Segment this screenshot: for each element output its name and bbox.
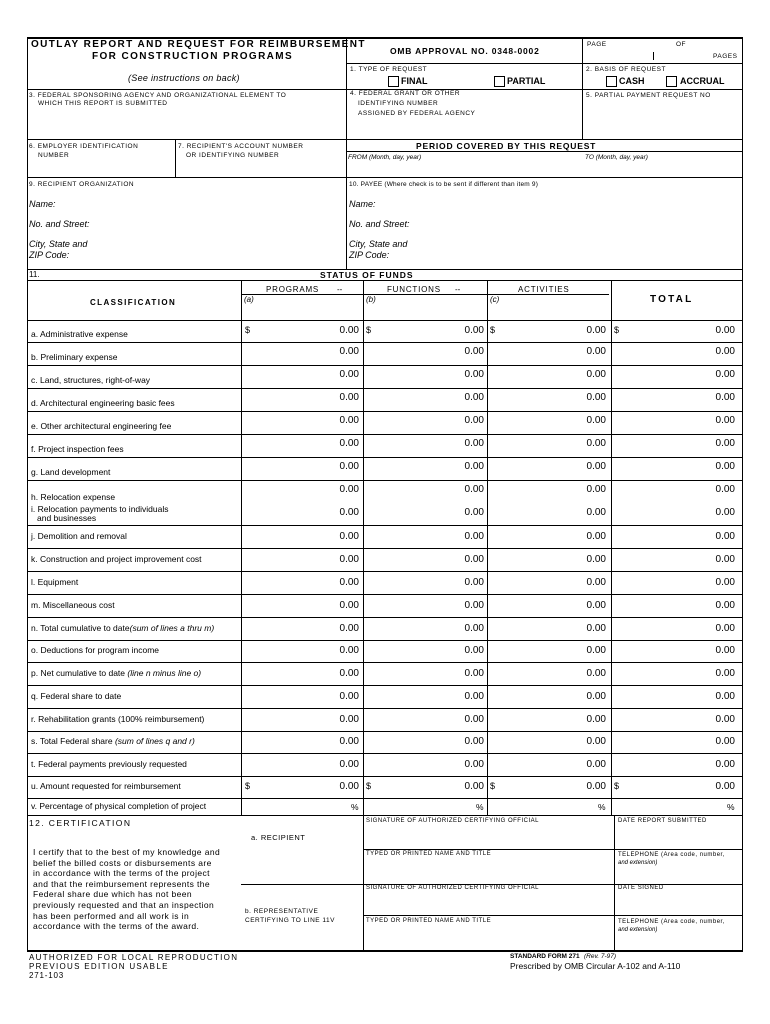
accrual-label: ACCRUAL	[680, 76, 725, 86]
certification-text-line: accordance with the terms of the award.	[33, 921, 200, 932]
row-divider	[27, 617, 743, 618]
amount-t[interactable]: 0.00	[715, 622, 735, 634]
row-divider	[27, 571, 743, 572]
recipient-telephone-label-2: and extension)	[618, 860, 658, 866]
amount-a[interactable]: 0.00	[339, 781, 359, 792]
row-label	[31, 577, 78, 587]
amount-a[interactable]: 0.00	[339, 736, 359, 747]
amount-t[interactable]: 0.00	[715, 507, 735, 518]
federal-agency-label: 3. FEDERAL SPONSORING AGENCY AND ORGANIZATIONAL ELEMENT TO	[29, 92, 287, 99]
amount-a[interactable]: 0.00	[339, 690, 359, 702]
percent-sign: %	[598, 801, 606, 812]
representative-label-2: CERTIFYING TO LINE 11V	[245, 917, 335, 924]
amount-a[interactable]: 0.00	[339, 667, 359, 679]
amount-a[interactable]: 0.00	[339, 622, 359, 634]
row-label	[31, 352, 117, 362]
row-label-formula: (sum of lines a thru m)	[129, 622, 215, 633]
programs-header: PROGRAMS	[266, 285, 320, 294]
row-divider	[27, 525, 743, 526]
row-divider	[27, 776, 743, 777]
row-label-text: a. Administrative expense	[31, 329, 128, 339]
period-covered-heading: PERIOD COVERED BY THIS REQUEST	[416, 141, 597, 151]
row-label-text: o. Deductions for program income	[31, 645, 160, 655]
omb-approval: OMB APPROVAL NO. 0348-0002	[390, 46, 540, 56]
date-signed-label: DATE SIGNED	[618, 885, 664, 891]
certification-text-line: in accordance with the terms of the project	[33, 868, 210, 879]
amount-b[interactable]: 0.00	[464, 576, 484, 588]
currency-sign: $	[245, 325, 251, 335]
amount-t[interactable]: 0.00	[715, 576, 735, 588]
page-label: PAGE	[587, 41, 607, 48]
rep-telephone-label: TELEPHONE (Area code, number,	[618, 919, 725, 925]
row-label-text: r. Rehabilitation grants (100% reimbursement)	[31, 713, 205, 724]
row-label	[31, 492, 115, 502]
type-of-request-label: 1. TYPE OF REQUEST	[350, 66, 428, 73]
certification-text-line: previously requested and that an inspection	[33, 900, 215, 910]
of-label: OF	[676, 41, 687, 48]
amount-a[interactable]: 0.00	[339, 484, 359, 495]
currency-sign: $	[366, 781, 372, 791]
amount-t[interactable]: 0.00	[715, 438, 735, 449]
recipient-name-label: Name:	[29, 199, 56, 209]
amount-t[interactable]: 0.00	[715, 758, 735, 770]
amount-b[interactable]: 0.00	[464, 622, 484, 634]
amount-b[interactable]: 0.00	[464, 346, 484, 357]
employer-id-label: 6. EMPLOYER IDENTIFICATION	[29, 143, 139, 150]
row-divider	[27, 753, 743, 754]
date-submitted-label: DATE REPORT SUBMITTED	[618, 818, 707, 824]
row-label-text: l. Equipment	[31, 576, 79, 587]
amount-t[interactable]: 0.00	[715, 484, 735, 495]
status-header-line	[27, 320, 743, 321]
status-item-number: 11.	[29, 270, 40, 279]
amount-c[interactable]: 0.00	[586, 758, 606, 770]
prescribed-by: Prescribed by OMB Circular A-102 and A-110	[510, 961, 681, 971]
row-label-formula: (line n minus line o)	[127, 667, 202, 678]
amount-t[interactable]: 0.00	[715, 667, 735, 679]
amount-t[interactable]: 0.00	[715, 599, 735, 611]
currency-sign: $	[245, 781, 251, 791]
instructions-note: (See instructions on back)	[128, 73, 240, 83]
footer-form-number: 271-103	[29, 971, 64, 980]
amount-b[interactable]: 0.00	[464, 645, 484, 656]
footer-edition: PREVIOUS EDITION USABLE	[29, 962, 169, 971]
recipient-telephone-label: TELEPHONE (Area code, number,	[618, 852, 725, 858]
final-checkbox[interactable]	[388, 76, 399, 87]
amount-a[interactable]: 0.00	[339, 553, 359, 565]
row-divider	[27, 798, 743, 799]
amount-c[interactable]: 0.00	[586, 507, 606, 518]
amount-a[interactable]: 0.00	[339, 438, 359, 449]
amount-b[interactable]: 0.00	[464, 758, 484, 770]
amount-t[interactable]: 0.00	[715, 781, 735, 792]
payee-street-label: No. and Street:	[349, 219, 410, 229]
row-label-text: p. Net cumulative to date	[31, 667, 128, 678]
recipient-label: a. RECIPIENT	[251, 833, 306, 842]
amount-t[interactable]: 0.00	[715, 736, 735, 747]
row-divider	[27, 685, 743, 686]
amount-b[interactable]: 0.00	[464, 461, 484, 472]
amount-c[interactable]: 0.00	[586, 392, 606, 403]
payee-zip-label: ZIP Code:	[349, 250, 390, 260]
certification-heading: 12. CERTIFICATION	[29, 818, 132, 828]
status-of-funds-heading: STATUS OF FUNDS	[320, 270, 414, 280]
row-label-text: f. Project inspection fees	[31, 444, 124, 454]
status-bottom-line	[27, 815, 743, 816]
form-subtitle: FOR CONSTRUCTION PROGRAMS	[92, 51, 294, 62]
functions-header: FUNCTIONS	[387, 285, 441, 294]
partial-payment-label: 5. PARTIAL PAYMENT REQUEST NO	[586, 92, 711, 99]
row-label	[31, 714, 204, 724]
row-label	[31, 329, 128, 339]
row-label-text: t. Federal payments previously requested	[31, 758, 187, 769]
row-divider	[27, 480, 743, 481]
row-label-text: b. Preliminary expense	[31, 352, 118, 362]
payee-city-label: City, State and	[349, 239, 408, 249]
amount-c[interactable]: 0.00	[586, 781, 606, 792]
recipient-city-label: City, State and	[29, 239, 88, 249]
row-divider	[27, 731, 743, 732]
header-dash-2: --	[455, 285, 461, 294]
bottom-border	[27, 950, 743, 952]
row-label	[31, 623, 214, 633]
amount-c[interactable]: 0.00	[586, 530, 606, 542]
amount-b[interactable]: 0.00	[464, 392, 484, 403]
currency-sign: $	[366, 325, 372, 335]
recipient-zip-label: ZIP Code:	[29, 250, 70, 260]
classification-header: CLASSIFICATION	[90, 298, 177, 307]
row-label-text: g. Land development	[31, 467, 111, 477]
amount-a[interactable]: 0.00	[339, 325, 359, 336]
amount-a[interactable]: 0.00	[339, 346, 359, 357]
row-label-text: u. Amount requested for reimbursement	[31, 781, 181, 791]
amount-t[interactable]: 0.00	[715, 645, 735, 656]
row-label	[31, 554, 202, 564]
col-b-label: (b)	[366, 295, 376, 304]
recipient-account-label: 7. RECIPIENT'S ACCOUNT NUMBER	[178, 143, 304, 150]
amount-c[interactable]: 0.00	[586, 438, 606, 449]
row-label-text: s. Total Federal share	[31, 736, 115, 746]
recipient-org-label: 9. RECIPIENT ORGANIZATION	[29, 181, 135, 188]
amount-t[interactable]: 0.00	[715, 553, 735, 565]
row-label-text: e. Other architectural engineering fee	[31, 421, 172, 431]
row-divider	[27, 388, 743, 389]
row-label	[31, 668, 201, 678]
row-label-text: m. Miscellaneous cost	[31, 599, 115, 610]
amount-c[interactable]: 0.00	[586, 645, 606, 656]
partial-checkbox[interactable]	[494, 76, 505, 87]
grant-number-label: 4. FEDERAL GRANT OR OTHER	[350, 90, 461, 97]
certification-text-line: has been performed and all work is in	[33, 910, 190, 921]
col-a-label: (a)	[244, 295, 254, 304]
pages-label: PAGES	[713, 53, 738, 60]
page-separator	[653, 52, 654, 60]
row-label	[31, 645, 159, 655]
recipient-street-label: No. and Street:	[29, 219, 90, 229]
row-label-text: v. Percentage of physical completion of project	[31, 800, 207, 811]
rep-typed-name-label: TYPED OR PRINTED NAME AND TITLE	[366, 918, 492, 924]
row-label	[31, 759, 187, 769]
row-label-text: d. Architectural engineering basic fees	[31, 398, 175, 408]
amount-b[interactable]: 0.00	[464, 325, 484, 336]
amount-t[interactable]: 0.00	[715, 392, 735, 403]
amount-a[interactable]: 0.00	[339, 599, 359, 611]
amount-c[interactable]: 0.00	[586, 484, 606, 495]
rep-signature-label: SIGNATURE OF AUTHORIZED CERTIFYING OFFICIAL	[366, 885, 539, 891]
form-title: OUTLAY REPORT AND REQUEST FOR REIMBURSEMENT	[31, 39, 366, 50]
amount-a[interactable]: 0.00	[339, 530, 359, 542]
amount-a[interactable]: 0.00	[339, 758, 359, 770]
accrual-checkbox[interactable]	[666, 76, 677, 87]
currency-sign: $	[490, 325, 496, 335]
employer-id-label-2: NUMBER	[38, 152, 70, 159]
amount-b[interactable]: 0.00	[464, 507, 484, 518]
amount-b[interactable]: 0.00	[464, 690, 484, 702]
row-label	[31, 781, 181, 791]
amount-t[interactable]: 0.00	[715, 461, 735, 472]
row-label-text: h. Relocation expense	[31, 492, 116, 502]
currency-sign: $	[614, 781, 620, 791]
right-border	[742, 37, 743, 951]
row-divider	[27, 708, 743, 709]
row-divider	[27, 662, 743, 663]
currency-sign: $	[490, 781, 496, 791]
federal-agency-label-2: WHICH THIS REPORT IS SUBMITTED	[38, 100, 168, 107]
cash-checkbox[interactable]	[606, 76, 617, 87]
amount-c[interactable]: 0.00	[586, 690, 606, 702]
header-dash-1: --	[337, 285, 343, 294]
amount-c[interactable]: 0.00	[586, 599, 606, 611]
row-label-text: n. Total cumulative to date	[31, 622, 130, 633]
amount-b[interactable]: 0.00	[464, 484, 484, 495]
amount-c[interactable]: 0.00	[586, 576, 606, 588]
certification-text-line: Federal share due which has not been	[33, 889, 192, 900]
row-label	[31, 600, 115, 610]
payee-label: 10. PAYEE (Where check is to be sent if different than item 9)	[349, 181, 539, 188]
row-divider	[27, 640, 743, 641]
amount-b[interactable]: 0.00	[464, 713, 484, 725]
certification-text-line: and that the reimbursement represents the	[33, 878, 211, 889]
left-border	[27, 37, 28, 951]
row-divider	[27, 365, 743, 366]
row-label	[31, 444, 124, 454]
percent-sign: %	[351, 801, 359, 812]
amount-a[interactable]: 0.00	[339, 415, 359, 426]
amount-c[interactable]: 0.00	[586, 346, 606, 357]
amount-a[interactable]: 0.00	[339, 507, 359, 518]
percent-sign: %	[727, 801, 735, 812]
row-label	[31, 801, 206, 811]
amount-a[interactable]: 0.00	[339, 392, 359, 403]
row-divider	[27, 457, 743, 458]
row-label	[31, 736, 195, 746]
row-label-continued: and businesses	[37, 513, 97, 523]
currency-sign: $	[614, 325, 620, 335]
row-label	[31, 531, 127, 541]
row-label-formula: (sum of lines q and r)	[114, 736, 195, 746]
recipient-typed-name-label: TYPED OR PRINTED NAME AND TITLE	[366, 851, 492, 857]
amount-a[interactable]: 0.00	[339, 461, 359, 472]
row-label-text: c. Land, structures, right-of-way	[31, 375, 151, 385]
amount-b[interactable]: 0.00	[464, 369, 484, 380]
amount-a[interactable]: 0.00	[339, 369, 359, 380]
recipient-signature-label: SIGNATURE OF AUTHORIZED CERTIFYING OFFICIAL	[366, 818, 539, 824]
row-divider	[27, 411, 743, 412]
certification-text-line: I certify that to the best of my knowledge and	[33, 847, 221, 857]
row-label	[31, 375, 150, 385]
amount-t[interactable]: 0.00	[715, 690, 735, 702]
percent-sign: %	[476, 801, 484, 812]
col-c-label: (c)	[490, 295, 500, 304]
amount-c[interactable]: 0.00	[586, 325, 606, 336]
row-label	[31, 398, 175, 408]
amount-a[interactable]: 0.00	[339, 645, 359, 656]
payee-name-label: Name:	[349, 199, 376, 209]
amount-b[interactable]: 0.00	[464, 553, 484, 565]
row-label	[31, 421, 171, 431]
row-label-text: k. Construction and project improvement cost	[31, 553, 202, 564]
recipient-account-label-2: OR IDENTIFYING NUMBER	[186, 152, 280, 159]
certification-text-line: belief the billed costs or disbursements are	[33, 857, 212, 868]
rep-telephone-label-2: and extension)	[618, 927, 658, 933]
amount-c[interactable]: 0.00	[586, 369, 606, 380]
amount-b[interactable]: 0.00	[464, 667, 484, 679]
amount-c[interactable]: 0.00	[586, 736, 606, 747]
amount-t[interactable]: 0.00	[715, 346, 735, 357]
amount-a[interactable]: 0.00	[339, 576, 359, 588]
row-divider	[27, 594, 743, 595]
amount-b[interactable]: 0.00	[464, 781, 484, 792]
amount-b[interactable]: 0.00	[464, 415, 484, 426]
amount-b[interactable]: 0.00	[464, 736, 484, 747]
representative-label: b. REPRESENTATIVE	[245, 908, 319, 915]
period-from-label: FROM (Month, day, year)	[348, 154, 422, 161]
amount-b[interactable]: 0.00	[464, 530, 484, 542]
amount-c[interactable]: 0.00	[586, 553, 606, 565]
total-header: TOTAL	[650, 294, 694, 305]
grant-number-label-3: ASSIGNED BY FEDERAL AGENCY	[358, 110, 476, 117]
amount-b[interactable]: 0.00	[464, 599, 484, 611]
period-to-label: TO (Month, day, year)	[585, 154, 648, 161]
basis-of-request-label: 2. BASIS OF REQUEST	[586, 66, 666, 73]
row-label-text: q. Federal share to date	[31, 690, 122, 701]
amount-t[interactable]: 0.00	[715, 369, 735, 380]
amount-t[interactable]: 0.00	[715, 713, 735, 725]
grant-number-label-2: IDENTIFYING NUMBER	[358, 100, 439, 107]
form-revision: (Rev. 7-97)	[584, 953, 617, 960]
row-label	[31, 467, 110, 477]
footer-reproduction: AUTHORIZED FOR LOCAL REPRODUCTION	[29, 953, 239, 962]
amount-t[interactable]: 0.00	[715, 530, 735, 542]
cash-label: CASH	[619, 76, 645, 86]
row-label: i. Relocation payments to individuals	[31, 504, 169, 514]
amount-c[interactable]: 0.00	[586, 415, 606, 426]
row-divider	[27, 548, 743, 549]
amount-c[interactable]: 0.00	[586, 667, 606, 679]
amount-t[interactable]: 0.00	[715, 325, 735, 336]
row-divider	[27, 434, 743, 435]
amount-b[interactable]: 0.00	[464, 438, 484, 449]
amount-c[interactable]: 0.00	[586, 461, 606, 472]
final-label: FINAL	[401, 76, 428, 86]
row-divider	[27, 342, 743, 343]
partial-label: PARTIAL	[507, 76, 546, 86]
amount-a[interactable]: 0.00	[339, 713, 359, 725]
row-label	[31, 691, 121, 701]
amount-c[interactable]: 0.00	[586, 713, 606, 725]
standard-form-label: STANDARD FORM 271	[510, 953, 580, 960]
row-label-text: j. Demolition and removal	[31, 530, 127, 541]
activities-header: ACTIVITIES	[518, 285, 570, 294]
amount-c[interactable]: 0.00	[586, 622, 606, 634]
amount-t[interactable]: 0.00	[715, 415, 735, 426]
